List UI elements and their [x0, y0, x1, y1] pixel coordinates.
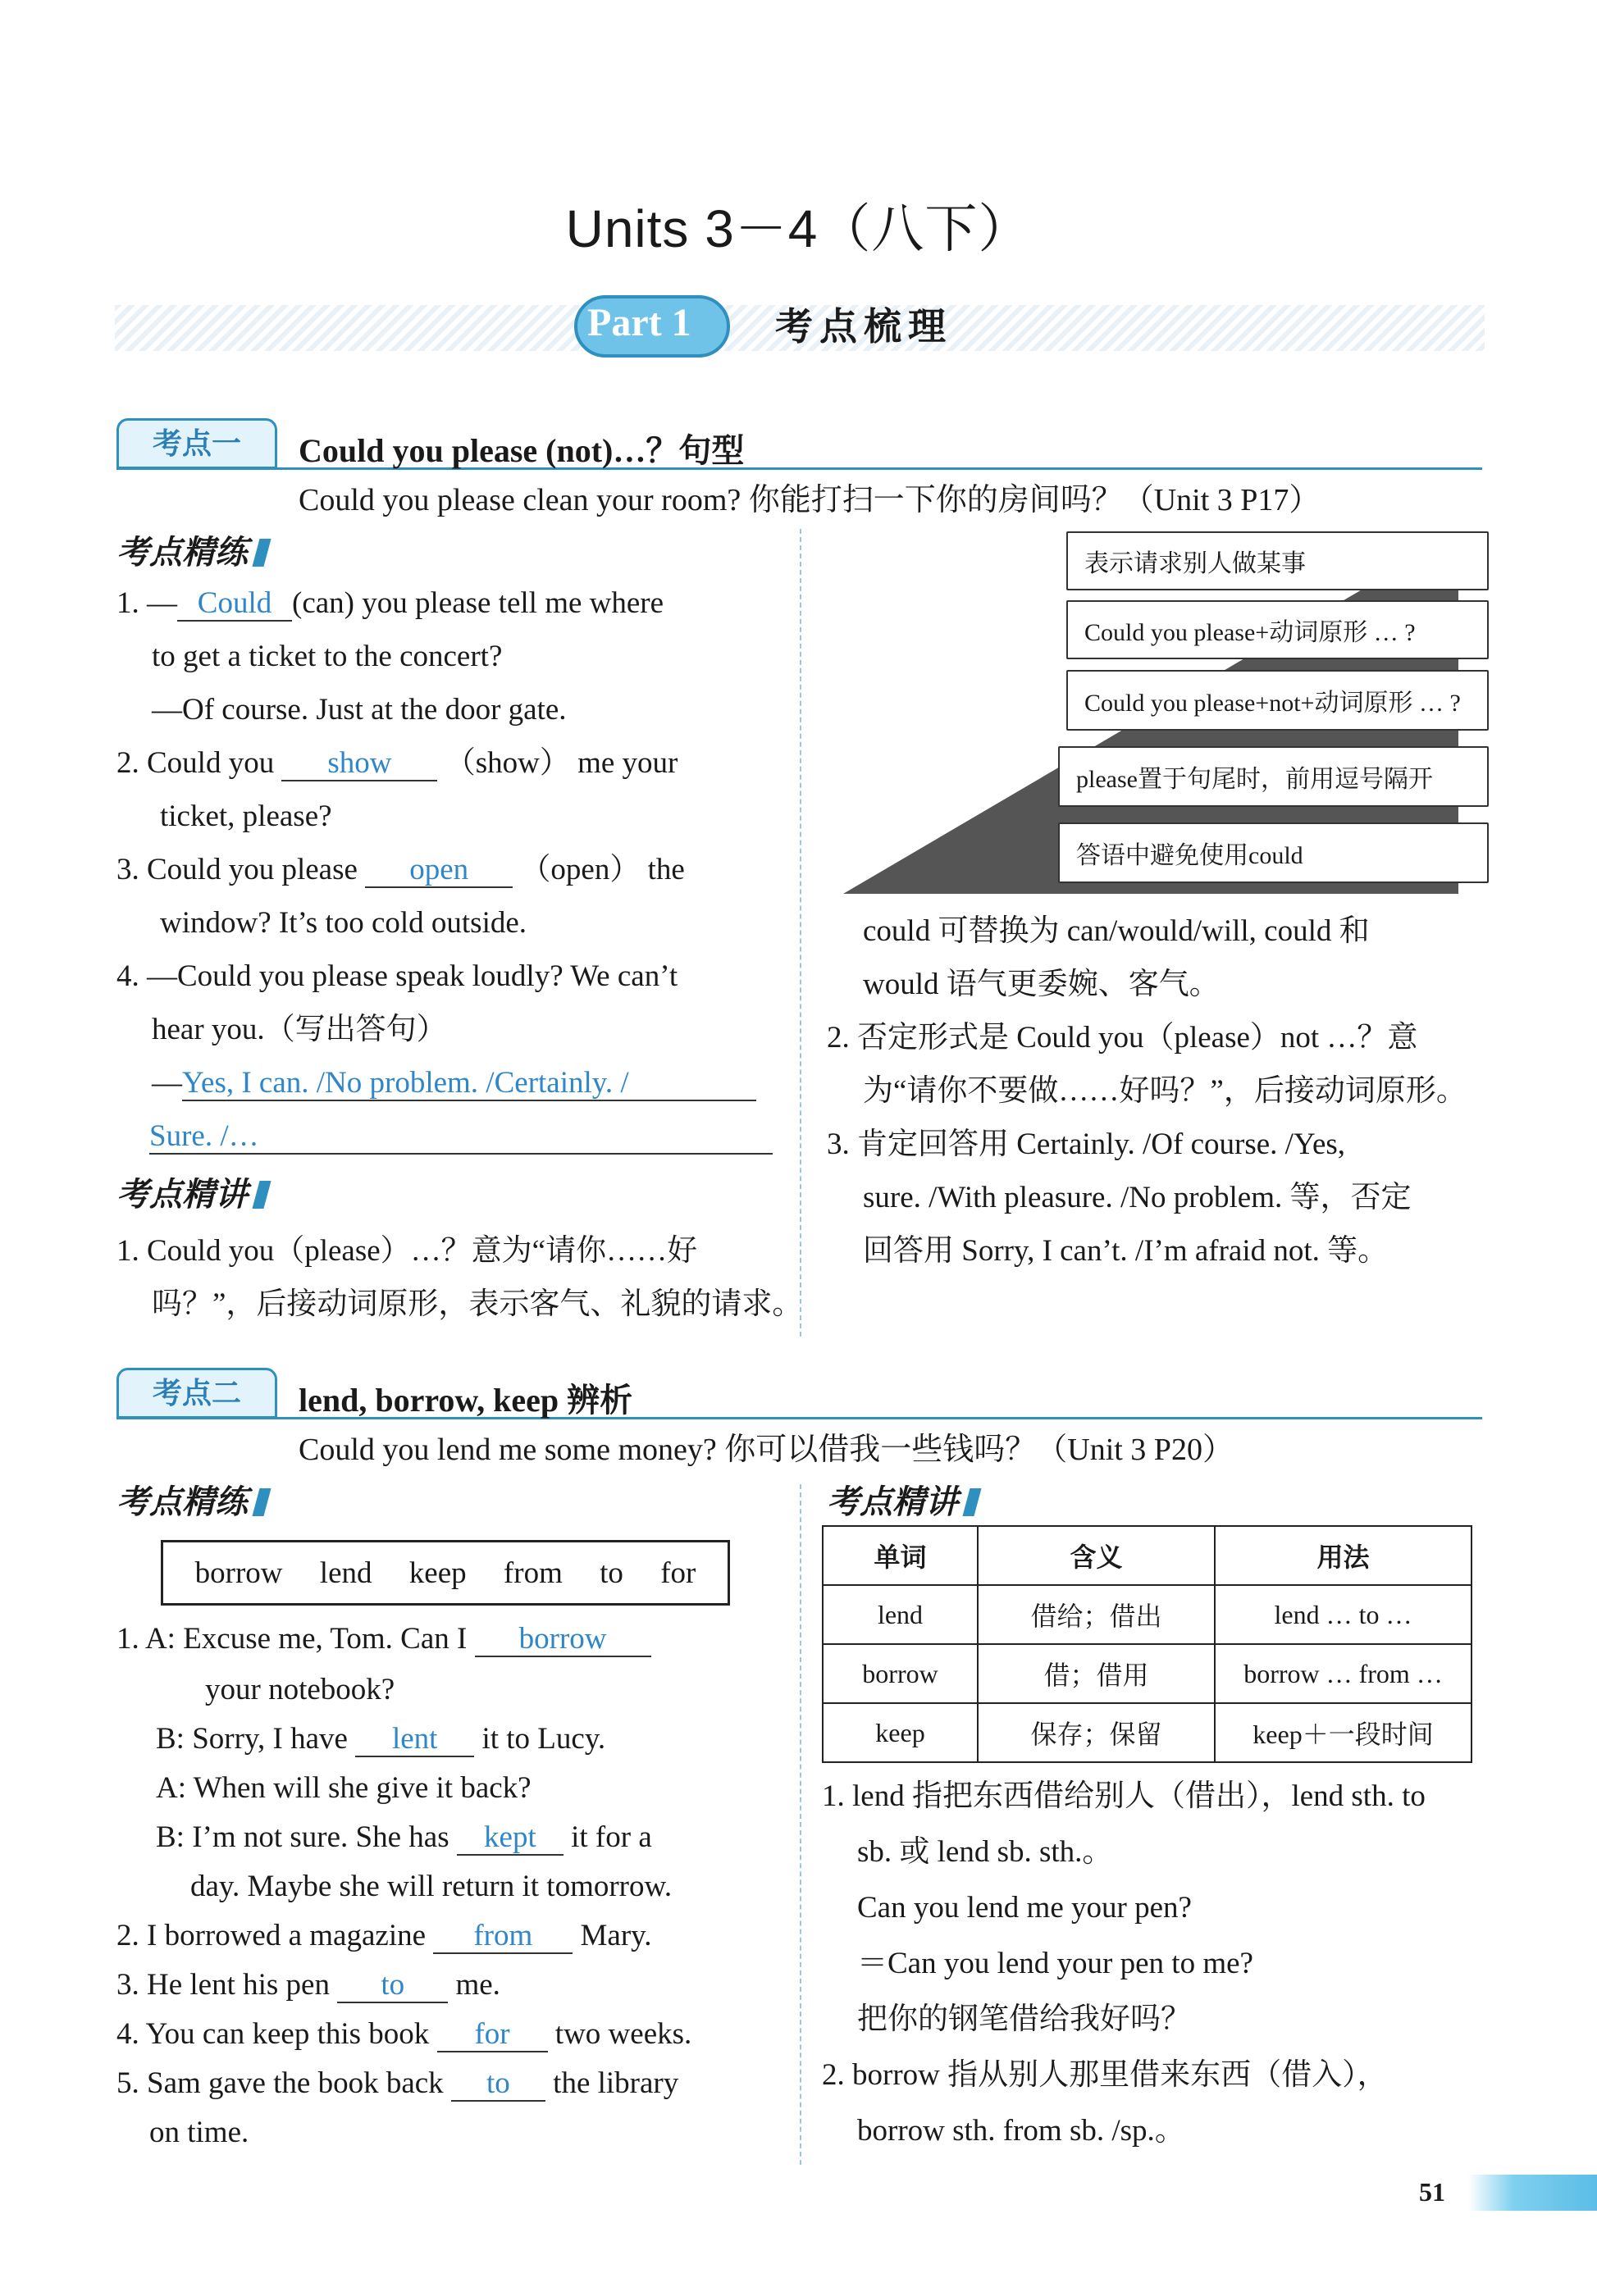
word-bank-item: from [503, 1556, 563, 1590]
point1-tab: 考点一 [116, 418, 277, 469]
pyramid-box-3: Could you please+not+动词原形 … ? [1066, 670, 1489, 731]
p1-ex3-line2: sure. /With pleasure. /No problem. 等，否定 [863, 1181, 1412, 1214]
table-header-row [823, 1526, 1472, 1585]
p1-q2-line2: ticket, please? [160, 800, 332, 833]
table-header: 单词 [823, 1526, 978, 1585]
table-header: 含义 [978, 1526, 1215, 1585]
p1-q4-line1: 4. —Could you please speak loudly? We can’t [116, 959, 678, 993]
section-bar-icon [252, 1488, 271, 1516]
page-number-bar [1468, 2175, 1597, 2211]
table-row [823, 1585, 1472, 1644]
answer-blank: to [337, 1969, 448, 2003]
column-divider [800, 529, 801, 1337]
word-bank-item: lend [319, 1556, 372, 1590]
point2-example: Could you lend me some money? 你可以借我一些钱吗？（Unit 3 P20） [299, 1433, 1234, 1467]
p2-q1-a1-line2: your notebook? [205, 1673, 395, 1706]
table-cell: keep [823, 1703, 978, 1762]
answer-blank: Yes, I can. /No problem. /Certainly. / [182, 1067, 756, 1101]
answer-blank: open [365, 854, 513, 888]
answer-blank: kept [457, 1821, 564, 1856]
p1-q2: 2. Could you show （show） me your [116, 746, 678, 780]
p1-q1-line2: to get a ticket to the concert? [152, 640, 503, 673]
p2-q1-b2: B: I’m not sure. She has kept it for a [156, 1820, 652, 1854]
table-cell: keep＋一段时间 [1215, 1703, 1472, 1762]
p1-ex1-line4: would 语气更委婉、客气。 [863, 968, 1220, 1001]
table-row [823, 1644, 1472, 1703]
table-cell: lend … to … [1215, 1585, 1472, 1644]
p1-ex2-line1: 2. 否定形式是 Could you（please）not …？意 [827, 1021, 1418, 1055]
point1-practice-title [116, 526, 267, 573]
p1-q3-line2: window? It’s too cold outside. [160, 906, 527, 940]
point1-explain-title: 考点精讲 [116, 1168, 267, 1215]
pyramid-box-4: please置于句尾时，前用逗号隔开 [1058, 746, 1489, 807]
point2-practice-title: 考点精练 [116, 1476, 267, 1523]
table-cell: 保存；保留 [978, 1703, 1215, 1762]
p1-ex1-line3: could 可替换为 can/would/will, could 和 [863, 914, 1370, 948]
p1-q1: 1. — Could (can) you please tell me where [116, 586, 664, 620]
pyramid-box-5: 答语中避免使用could [1058, 822, 1489, 883]
page-title: Units 3－4（八下） [565, 199, 1032, 258]
point1-example: Could you please clean your room? 你能打扫一下你的房间吗？（Unit 3 P17） [299, 483, 1321, 517]
p2-ex2-line1: 2. borrow 指从别人那里借来东西（借入）， [822, 2058, 1388, 2092]
p2-ex1-line2: sb. 或 lend sb. sth.。 [857, 1835, 1113, 1869]
p1-q3: 3. Could you please open （open） the [116, 853, 685, 886]
p2-ex1-line5: 把你的钢笔借给我好吗？ [857, 2002, 1191, 2036]
section-bar-icon [252, 1181, 271, 1209]
answer-blank: Could [177, 587, 292, 622]
pyramid-box-2: Could you please+动词原形 … ? [1066, 600, 1489, 659]
p2-q5: 5. Sam gave the book back to the library [116, 2066, 679, 2100]
p2-q4: 4. You can keep this book for two weeks. [116, 2017, 692, 2051]
word-usage-table [822, 1525, 1472, 1763]
p1-ex1-line1: 1. Could you（please）…？意为“请你……好 [116, 1234, 698, 1268]
table-row [823, 1703, 1472, 1762]
p1-ex2-line2: 为“请你不要做……好吗？”，后接动词原形。 [863, 1074, 1467, 1108]
p2-q1-b2-line2: day. Maybe she will return it tomorrow. [190, 1870, 673, 1903]
table-cell: 借；借用 [978, 1644, 1215, 1703]
section-bar-icon [252, 539, 271, 567]
column-divider [800, 1484, 801, 2165]
page-number: 51 [1419, 2177, 1445, 2207]
p1-q4-answer1: —Yes, I can. /No problem. /Certainly. / [152, 1066, 756, 1101]
table-cell: borrow [823, 1644, 978, 1703]
table-cell: borrow … from … [1215, 1644, 1472, 1703]
p2-ex1-line4: ＝Can you lend your pen to me? [857, 1947, 1253, 1980]
p1-q1-line3: —Of course. Just at the door gate. [152, 693, 567, 727]
p2-q1-a1: 1. A: Excuse me, Tom. Can I borrow [116, 1622, 651, 1657]
p2-q3: 3. He lent his pen to me. [116, 1968, 500, 2002]
p2-ex1-line1: 1. lend 指把东西借给别人（借出），lend sth. to [822, 1779, 1426, 1813]
word-bank-item: borrow [194, 1556, 283, 1590]
table-header: 用法 [1215, 1526, 1472, 1585]
table-cell: 借给；借出 [978, 1585, 1215, 1644]
practice-title-text: 考点精练 [116, 534, 248, 571]
pyramid-diagonal-label: Could you please …? [853, 532, 980, 715]
pyramid-box-1: 表示请求别人做某事 [1066, 531, 1489, 590]
answer-blank: show [281, 747, 437, 781]
section-bar-icon [962, 1488, 981, 1516]
p1-ex3-line3: 回答用 Sorry, I can’t. /I’m afraid not. 等。 [863, 1234, 1389, 1268]
p1-ex1-line2: 吗？”，后接动词原形，表示客气、礼貌的请求。 [152, 1287, 803, 1321]
word-bank-item: for [660, 1556, 696, 1590]
word-bank [161, 1540, 730, 1606]
table-cell: lend [823, 1585, 978, 1644]
p2-ex1-line3: Can you lend me your pen? [857, 1891, 1192, 1925]
part-label: Part 1 [587, 301, 691, 344]
p2-q5-line2: on time. [149, 2116, 249, 2149]
point2-tab: 考点二 [116, 1368, 277, 1419]
answer-blank: borrow [475, 1623, 651, 1657]
part-title: 考点梳理 [775, 306, 952, 348]
point1-heading: Could you please (not)…？句型 [299, 432, 745, 469]
answer-blank: lent [355, 1723, 474, 1757]
word-bank-item: keep [408, 1556, 467, 1590]
answer-blank: for [437, 2018, 548, 2052]
point2-explain-title: 考点精讲 [827, 1476, 978, 1523]
word-bank-item: to [600, 1556, 623, 1590]
p2-ex2-line2: borrow sth. from sb. /sp.。 [857, 2114, 1185, 2148]
point2-heading: lend, borrow, keep 辨析 [299, 1382, 633, 1419]
p2-q1-b1: B: Sorry, I have lent it to Lucy. [156, 1722, 606, 1756]
p1-ex3-line1: 3. 肯定回答用 Certainly. /Of course. /Yes, [827, 1128, 1346, 1161]
p1-q4-answer2 [149, 1119, 773, 1155]
answer-blank: to [451, 2067, 545, 2102]
answer-blank: Sure. /… [149, 1120, 773, 1155]
answer-blank: from [433, 1920, 573, 1954]
p1-q4-line2: hear you.（写出答句） [152, 1013, 447, 1046]
p2-q1-a2: A: When will she give it back? [156, 1771, 532, 1805]
p2-q2: 2. I borrowed a magazine from Mary. [116, 1919, 652, 1952]
